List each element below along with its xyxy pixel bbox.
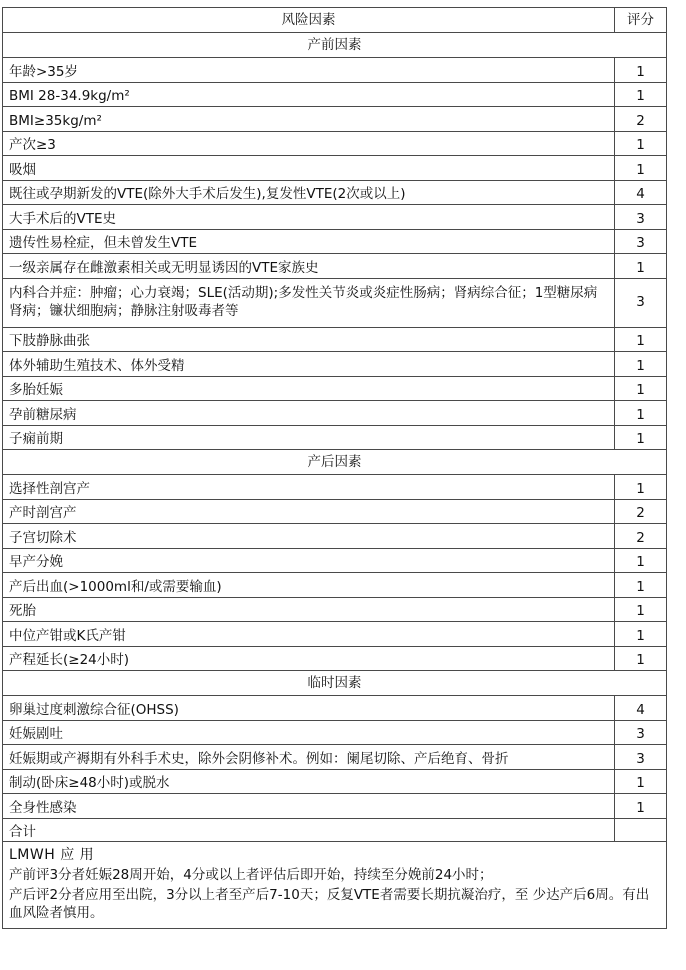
vte-risk-table xyxy=(2,7,667,929)
risk-factor-cell: 子痫前期 xyxy=(3,425,615,450)
lmwh-note-row xyxy=(3,841,667,929)
risk-factor-cell: 遗传性易栓症，但未曾发生VTE xyxy=(3,229,615,254)
header-factor: 风险因素 xyxy=(3,8,615,33)
risk-factor-cell: 产后出血(>1000ml和/或需要输血) xyxy=(3,573,615,598)
score-cell: 3 xyxy=(615,278,667,327)
score-cell: 1 xyxy=(615,254,667,279)
table-row xyxy=(3,622,667,647)
score-cell: 3 xyxy=(615,720,667,745)
table-row xyxy=(3,131,667,156)
risk-factor-cell: 既往或孕期新发的VTE(除外大手术后发生),复发性VTE(2次或以上) xyxy=(3,180,615,205)
score-cell: 1 xyxy=(615,327,667,352)
score-cell: 1 xyxy=(615,548,667,573)
table-header-row xyxy=(3,8,667,33)
table-row xyxy=(3,745,667,770)
table-row xyxy=(3,156,667,181)
header-score: 评分 xyxy=(615,8,667,33)
risk-factor-cell: 产程延长(≥24小时) xyxy=(3,646,615,671)
table-row xyxy=(3,794,667,819)
total-label: 合计 xyxy=(3,818,615,841)
table-row xyxy=(3,180,667,205)
score-cell: 1 xyxy=(615,622,667,647)
risk-factor-cell: 中位产钳或K氏产钳 xyxy=(3,622,615,647)
section-title: 产后因素 xyxy=(3,450,667,475)
total-score xyxy=(615,818,667,841)
score-cell: 1 xyxy=(615,425,667,450)
risk-factor-cell: 死胎 xyxy=(3,597,615,622)
score-cell: 1 xyxy=(615,794,667,819)
risk-factor-cell: 产时剖宫产 xyxy=(3,499,615,524)
score-cell: 4 xyxy=(615,180,667,205)
score-cell: 3 xyxy=(615,229,667,254)
table-row xyxy=(3,769,667,794)
total-row xyxy=(3,818,667,841)
risk-factor-cell: 子宫切除术 xyxy=(3,524,615,549)
risk-factor-cell: 一级亲属存在雌激素相关或无明显诱因的VTE家族史 xyxy=(3,254,615,279)
score-cell: 1 xyxy=(615,156,667,181)
score-cell: 1 xyxy=(615,82,667,107)
table-body xyxy=(3,8,667,929)
risk-factor-cell: 制动(卧床≥48小时)或脱水 xyxy=(3,769,615,794)
score-cell: 1 xyxy=(615,769,667,794)
score-cell: 2 xyxy=(615,107,667,132)
risk-factor-cell: 下肢静脉曲张 xyxy=(3,327,615,352)
score-cell: 1 xyxy=(615,401,667,426)
table-row xyxy=(3,425,667,450)
score-cell: 1 xyxy=(615,597,667,622)
risk-factor-cell: BMI≥35kg/m² xyxy=(3,107,615,132)
table-row xyxy=(3,376,667,401)
table-row xyxy=(3,205,667,230)
lmwh-note-line: 产后评2分者应用至出院，3分以上者至产后7-10天；反复VTE者需要长期抗凝治疗，至 少达产后6周。有出血风险者慎用。 xyxy=(9,886,650,921)
table-row xyxy=(3,548,667,573)
risk-factor-cell: 内科合并症：肿瘤；心力衰竭；SLE(活动期);多发性关节炎或炎症性肠病；肾病综合征；1型糖尿病肾病；镰状细胞病；静脉注射吸毒者等 xyxy=(3,278,615,327)
risk-factor-cell: BMI 28-34.9kg/m² xyxy=(3,82,615,107)
risk-factor-cell: 全身性感染 xyxy=(3,794,615,819)
score-cell: 1 xyxy=(615,352,667,377)
table-row xyxy=(3,327,667,352)
score-cell: 3 xyxy=(615,745,667,770)
risk-factor-cell: 妊娠剧吐 xyxy=(3,720,615,745)
lmwh-note-line: 产前评3分者妊娠28周开始，4分或以上者评估后即开始，持续至分娩前24小时； xyxy=(9,866,493,883)
table-row xyxy=(3,499,667,524)
table-row xyxy=(3,573,667,598)
table-row xyxy=(3,254,667,279)
score-cell: 3 xyxy=(615,205,667,230)
table-row xyxy=(3,58,667,83)
table-row xyxy=(3,720,667,745)
table-row xyxy=(3,401,667,426)
table-row xyxy=(3,107,667,132)
section-header-row xyxy=(3,450,667,475)
score-cell: 2 xyxy=(615,499,667,524)
section-title: 临时因素 xyxy=(3,671,667,696)
score-cell: 1 xyxy=(615,131,667,156)
section-header-row xyxy=(3,671,667,696)
table-row xyxy=(3,352,667,377)
risk-factor-cell: 多胎妊娠 xyxy=(3,376,615,401)
score-cell: 1 xyxy=(615,646,667,671)
table-row xyxy=(3,82,667,107)
score-cell: 1 xyxy=(615,376,667,401)
risk-factor-cell: 妊娠期或产褥期有外科手术史，除外会阴修补术。例如：阑尾切除、产后绝育、骨折 xyxy=(3,745,615,770)
risk-factor-cell: 体外辅助生殖技术、体外受精 xyxy=(3,352,615,377)
risk-factor-cell: 年龄>35岁 xyxy=(3,58,615,83)
lmwh-note-cell xyxy=(3,841,667,929)
table-row xyxy=(3,278,667,327)
table-row xyxy=(3,597,667,622)
table-row xyxy=(3,475,667,500)
table-row xyxy=(3,696,667,721)
risk-factor-cell: 早产分娩 xyxy=(3,548,615,573)
risk-factor-cell: 孕前糖尿病 xyxy=(3,401,615,426)
score-cell: 1 xyxy=(615,573,667,598)
score-cell: 4 xyxy=(615,696,667,721)
table-row xyxy=(3,524,667,549)
score-cell: 1 xyxy=(615,58,667,83)
risk-factor-cell: 产次≥3 xyxy=(3,131,615,156)
section-header-row xyxy=(3,33,667,58)
risk-factor-cell: 卵巢过度刺激综合征(OHSS) xyxy=(3,696,615,721)
score-cell: 2 xyxy=(615,524,667,549)
risk-factor-cell: 吸烟 xyxy=(3,156,615,181)
section-title: 产前因素 xyxy=(3,33,667,58)
score-cell: 1 xyxy=(615,475,667,500)
lmwh-note-title: LMWH 应 用 xyxy=(9,846,95,863)
risk-factor-cell: 大手术后的VTE史 xyxy=(3,205,615,230)
table-row xyxy=(3,646,667,671)
table-row xyxy=(3,229,667,254)
risk-factor-cell: 选择性剖宫产 xyxy=(3,475,615,500)
